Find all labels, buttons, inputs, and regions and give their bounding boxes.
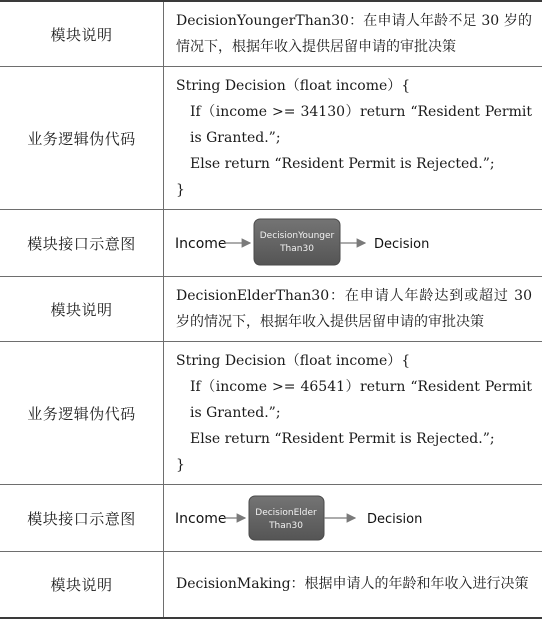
- module-name-line1: DecisionYounger: [260, 231, 335, 241]
- interface-diagram-svg: [164, 485, 542, 551]
- code-line: If（income >= 34130）return “Resident Permit is Granted.”;: [176, 99, 532, 151]
- code-line: Else return “Resident Permit is Rejected.”;: [176, 151, 532, 177]
- input-label: Income: [175, 511, 227, 527]
- row-label: 业务逻辑伪代码: [0, 67, 164, 210]
- table-row: [0, 67, 542, 210]
- interface-diagram-svg: [164, 210, 542, 276]
- interface-diagram: [164, 485, 542, 552]
- row-label: 模块接口示意图: [0, 210, 164, 277]
- row-label: 业务逻辑伪代码: [0, 342, 164, 485]
- module-box: [254, 219, 340, 265]
- row-label: 模块说明: [0, 552, 164, 618]
- row-label: 模块说明: [0, 277, 164, 342]
- module-box: [249, 496, 324, 540]
- input-label: Income: [175, 236, 227, 252]
- interface-diagram: [164, 210, 542, 277]
- row-label: 模块说明: [0, 1, 164, 67]
- output-label: Decision: [374, 237, 429, 252]
- module-name-line1: DecisionElder: [255, 508, 317, 518]
- table-row: [0, 552, 542, 618]
- module-name-line2: Than30: [279, 244, 314, 254]
- module-description: DecisionElderThan30：在申请人年龄达到或超过 30 岁的情况下，根据年收入提供居留申请的审批决策: [164, 277, 542, 342]
- table-row: [0, 1, 542, 67]
- pseudocode-block: [164, 342, 542, 485]
- output-label: Decision: [367, 512, 422, 527]
- code-line: }: [176, 452, 532, 478]
- code-line: String Decision（float income）{: [176, 73, 532, 99]
- module-description: DecisionMaking：根据申请人的年龄和年收入进行决策: [164, 552, 542, 618]
- pseudocode-block: [164, 67, 542, 210]
- code-line: Else return “Resident Permit is Rejected.”;: [176, 426, 532, 452]
- code-line: String Decision（float income）{: [176, 348, 532, 374]
- table-row: [0, 210, 542, 277]
- code-line: }: [176, 177, 532, 203]
- table-row: [0, 277, 542, 342]
- module-name-line2: Than30: [268, 521, 303, 531]
- table-row: [0, 342, 542, 485]
- row-label: 模块接口示意图: [0, 485, 164, 552]
- module-description: DecisionYoungerThan30：在申请人年龄不足 30 岁的情况下，根据年收入提供居留申请的审批决策: [164, 1, 542, 67]
- table-row: [0, 485, 542, 552]
- code-line: If（income >= 46541）return “Resident Permit is Granted.”;: [176, 374, 532, 426]
